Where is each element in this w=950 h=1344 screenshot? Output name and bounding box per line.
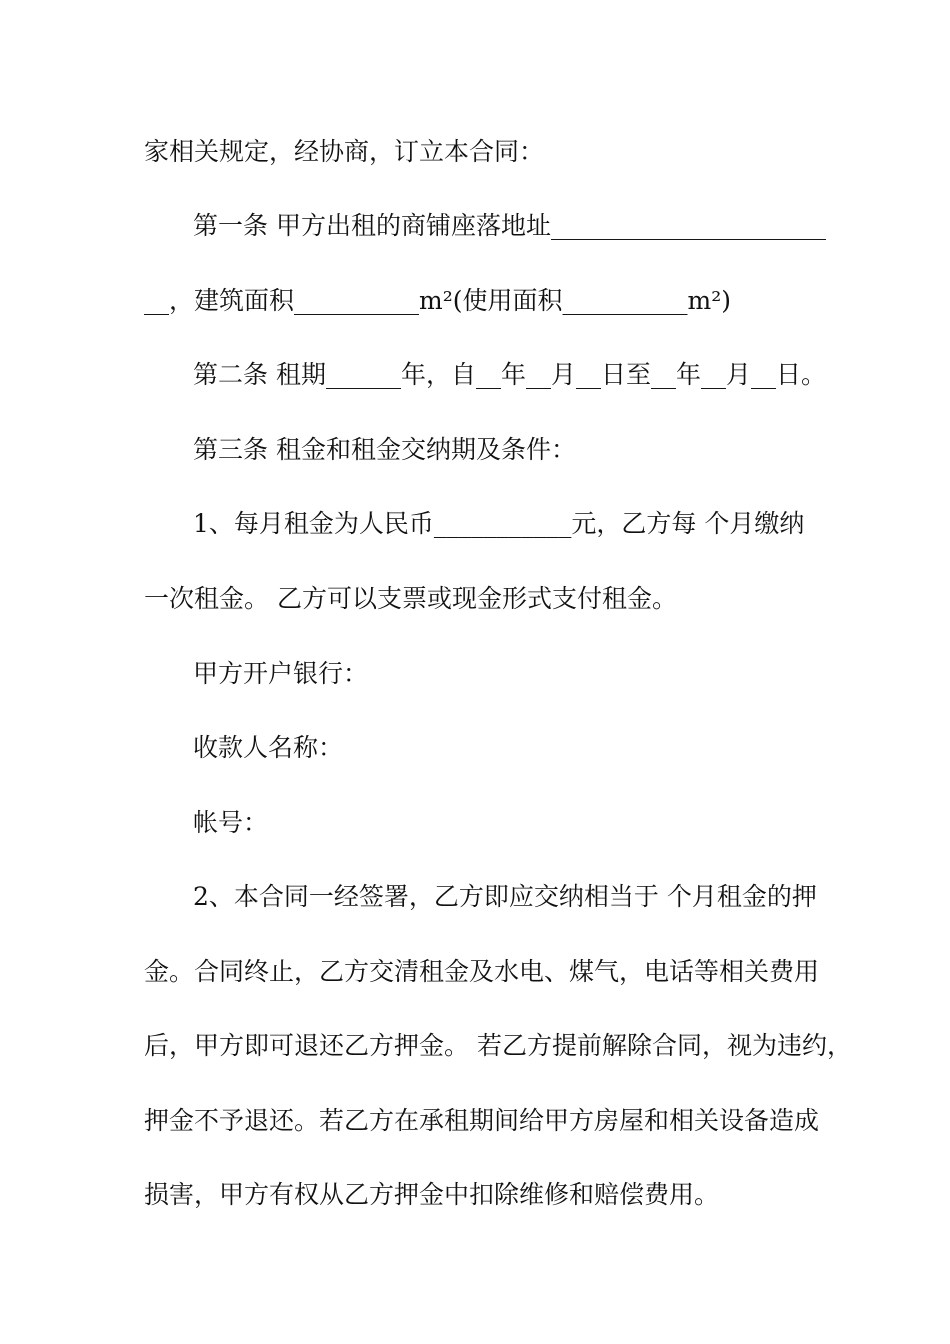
payee-line: 收款人名称： (193, 733, 344, 762)
item-2-line: 2、本合同一经签署，乙方即应交纳相当于 个月租金的押 (193, 882, 817, 911)
clause-3-heading: 第三条 租金和租金交纳期及条件： (193, 435, 576, 464)
item-2-continuation: 押金不予退还。若乙方在承租期间给甲方房屋和相关设备造成 (144, 1106, 820, 1135)
clause-1-continuation: __，建筑面积__________m²(使用面积__________m²) (144, 286, 731, 315)
item-2-continuation: 后，甲方即可退还乙方押金。 若乙方提前解除合同，视为违约， (144, 1031, 852, 1060)
item-2-continuation: 损害，甲方有权从乙方押金中扣除维修和赔偿费用。 (144, 1180, 720, 1209)
account-line: 帐号： (193, 808, 269, 837)
item-1-continuation: 一次租金。 乙方可以支票或现金形式支付租金。 (144, 584, 677, 613)
item-1-line: 1、每月租金为人民币___________元，乙方每 个月缴纳 (193, 509, 805, 538)
bank-line: 甲方开户银行： (193, 659, 369, 688)
paragraph-line: 家相关规定，经协商，订立本合同： (144, 137, 545, 166)
clause-2-line: 第二条 租期______年，自__年__月__日至__年__月__日。 (193, 360, 826, 389)
item-2-continuation: 金。合同终止，乙方交清租金及水电、煤气，电话等相关费用 (144, 957, 820, 986)
clause-1-line: 第一条 甲方出租的商铺座落地址______________________ (193, 211, 826, 240)
